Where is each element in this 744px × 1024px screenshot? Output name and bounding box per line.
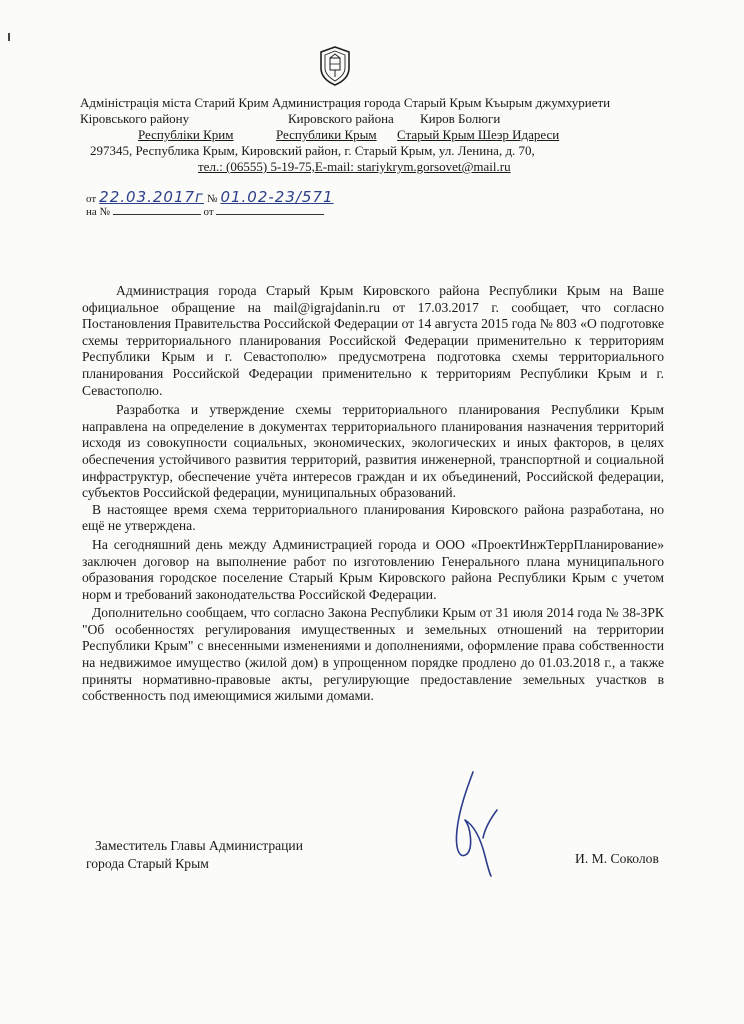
header-line-2-left: Кіровського району [80, 111, 190, 126]
paragraph-4: На сегодняшний день между Администрацией города и ООО «ПроектИнжТеррПланирование» заключен договор на выполнение работ по изготовлению Генерального плана муниципального образования городское поселение Старый Крым Кировского района Республики Крым с учетом норм и требований законодательства Российской Федерации. [82, 536, 664, 602]
paragraph-3: В настоящее время схема территориального планирования Кировского района разработана, но ещё не утверждена. [82, 501, 664, 534]
reference-from-label: от [86, 193, 97, 205]
header-line-3-mid: Республики Крым [276, 127, 377, 142]
signatory-title-line-2: города Старый Крым [86, 856, 209, 871]
reference-number-label: № [206, 193, 218, 205]
reply-number-label: на № [86, 206, 111, 218]
paragraph-5: Дополнительно сообщаем, что согласно Закона Республики Крым от 31 июля 2014 года № 38-ЗРК "Об особенностях регулирования имущественных и земельных отношений на территории Республики Крым" с внесенными изменениями и дополнениями, оформление права собственности на недвижимое имущество (жилой дом) в упрощенном порядке продлено до 01.03.2018 г., а также приняты нормативно-правовые акты, регулирующие предоставление земельных участков в собственность под имеющимися жилыми домами. [82, 605, 664, 704]
reference-date: 22.03.2017г [99, 188, 204, 206]
paragraph-1: Администрация города Старый Крым Кировского района Республики Крым на Ваше официальное обращение на mail@igrajdanin.ru от 17.03.2017 г. сообщает, что согласно Постановления Правительства Российской Федерации от 14 августа 2015 года № 803 «О подготовке схемы территориального планирования Российской Федерации применительно к территориям Республики Крым и г. Севастополю» предусмотрена подготовка схемы территориального планирования Российской Федерации применительно к территориям Республики Крым и г. Севастополю. [82, 283, 664, 398]
scan-mark [8, 33, 10, 41]
header-line-1: Адміністрація міста Старий Крим Администрация города Старый Крым Къырым джумхуриети [80, 95, 611, 110]
signatory-name: И. М. Соколов [575, 851, 659, 866]
header-line-3-right: Старый Крым Шеэр Идареси [397, 127, 560, 142]
paragraph-2: Разработка и утверждение схемы территориального планирования Республики Крым направлена на определение в документах территориального планирования назначения территорий исходя из совокупности социальных, экономических, экологических и иных факторов, в целях обеспечения устойчивого развития территорий, развития инженерной, транспортной и социальной инфраструктур, обеспечение учёта интересов граждан и их объединений, Российской федерации, субъектов Российской федерации, муниципальных образований. [82, 402, 664, 501]
reply-from-label: от [203, 206, 214, 218]
header-contacts: тел.: (06555) 5-19-75,E-mail: stariykrym.gorsovet@mail.ru [198, 159, 511, 174]
header-line-3-left: Республіки Крим [138, 127, 234, 142]
header-address: 297345, Республика Крым, Кировский район, г. Старый Крым, ул. Ленина, д. 70, [90, 143, 535, 158]
reference-number: 01.02-23/571 [220, 188, 334, 206]
header-line-2-mid: Кировского района [288, 111, 394, 126]
reference-line [86, 188, 334, 206]
header-line-2-right: Киров Болюги [420, 111, 501, 126]
letter-body [82, 283, 664, 705]
coat-of-arms-emblem [318, 46, 352, 86]
reply-line [86, 206, 324, 218]
handwritten-signature [445, 768, 505, 878]
signatory-title-line-1: Заместитель Главы Администрации [95, 838, 303, 853]
